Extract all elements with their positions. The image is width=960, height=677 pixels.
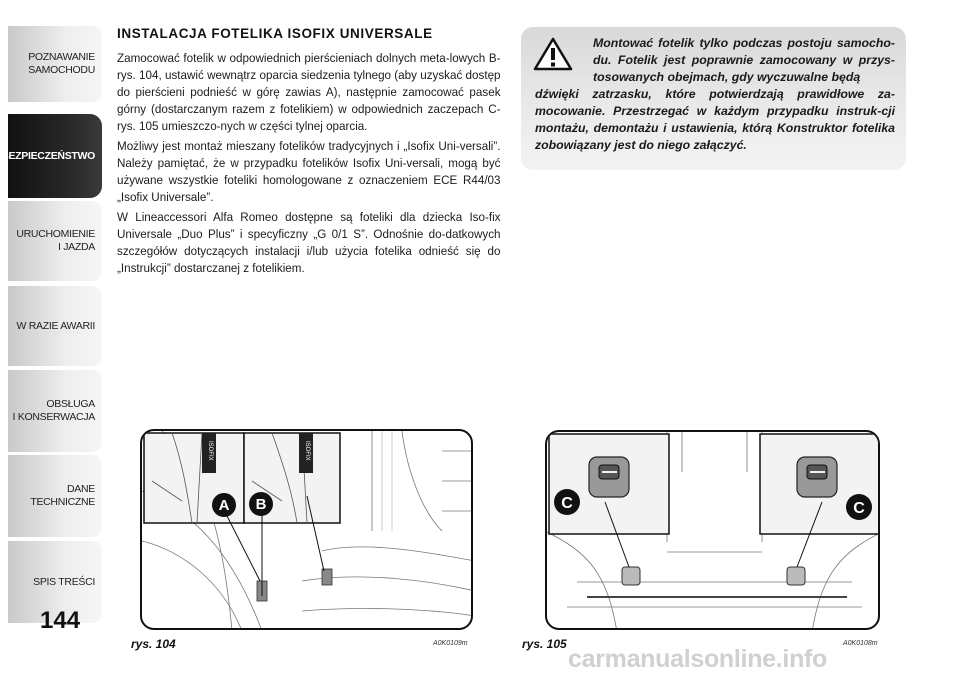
main-text-column: [117, 26, 501, 280]
paragraph-3: W Lineaccessori Alfa Romeo dostępne są foteliki dla dziecka Iso-fix Universale „Duo Plus” i specyficzny „G 0/1 S”. Odnośnie do-datkowych szczegółów dotyczących instalacji i/lub użycia fotelika odnieść się do „Instrukcji” dostarczanej z fotelikiem.: [117, 210, 501, 275]
label-a: A: [218, 497, 230, 514]
warning-text: [535, 35, 895, 154]
section-title: INSTALACJA FOTELIKA ISOFIX UNIVERSALE: [117, 26, 433, 41]
isofix-tag-text-2: ISOFIX: [304, 441, 310, 461]
tab-dane-techniczne[interactable]: DANE TECHNICZNE: [8, 455, 102, 537]
figure-105-illustration: [547, 432, 880, 630]
figure-104: [140, 429, 473, 630]
label-c-right: C: [853, 500, 865, 517]
anchor-detail-left: [589, 457, 629, 497]
watermark: carmanualsonline.info: [568, 645, 828, 673]
anchor-detail-right: [797, 457, 837, 497]
label-c-left: C: [561, 495, 573, 512]
tab-spis-tresci[interactable]: SPIS TREŚCI: [8, 541, 102, 623]
label-b: B: [255, 496, 267, 513]
figure-104-caption: rys. 104: [131, 637, 176, 651]
warning-box: [521, 27, 906, 170]
figure-105-code: A0K0108m: [843, 640, 878, 647]
isofix-tag-text-1: ISOFIX: [207, 441, 213, 461]
warning-text-first: Montować fotelik tylko podczas postoju samocho-du. Fotelik jest poprawnie zamocowany w przys-tosowanych obejmach, gdy wyczuwalne będą: [593, 36, 895, 84]
figure-104-code: A0K0109m: [433, 640, 468, 647]
tab-uruchomienie-i-jazda[interactable]: URUCHOMIENIE I JAZDA: [8, 201, 102, 281]
warning-text-rest: dźwięki zatrzasku, które potwierdzają prawidłowe za-mocowanie. Przestrzegać w każdym przypadku instruk-cji montażu, demontażu i ustawienia, którą Konstruktor fotelika zobowiązany jest do niego załączyć.: [535, 87, 895, 152]
page-number: 144: [40, 607, 81, 634]
figure-104-illustration: [142, 431, 473, 630]
figure-105-caption: rys. 105: [522, 637, 567, 651]
tab-w-razie-awarii[interactable]: W RAZIE AWARII: [8, 286, 102, 366]
tab-obsluga-i-konserwacja[interactable]: OBSŁUGA I KONSERWACJA: [8, 370, 102, 452]
tab-bezpieczenstwo[interactable]: BEZPIECZEŃSTWO: [8, 114, 102, 198]
tab-poznawanie-samochodu[interactable]: POZNAWANIE SAMOCHODU: [8, 26, 102, 102]
paragraph-2: Możliwy jest montaż mieszany fotelików tradycyjnych i „Isofix Uni-versali”. Należy pamiętać, że w przypadku fotelików Isofix Uni-versali, mogą być używane wszystkie foteliki homologowane z oznaczeniem ECE R44/03 „Isofix Universale”.: [117, 139, 501, 204]
figure-105: [545, 430, 880, 630]
paragraph-1: Zamocować fotelik w odpowiednich pierścieniach dolnych meta-lowych B-rys. 104, ustawić wewnątrz oparcia siedzenia tylnego (aby uzyskać dostęp do pierścieni podnieść w górę zawias A), następnie zamocować pasek górny (dostarczanym razem z fotelikiem) w odpowiednich zaczepach C-rys. 105 umieszczo-nych w części tylnej oparcia.: [117, 51, 501, 133]
chapter-sidebar: [0, 0, 102, 677]
